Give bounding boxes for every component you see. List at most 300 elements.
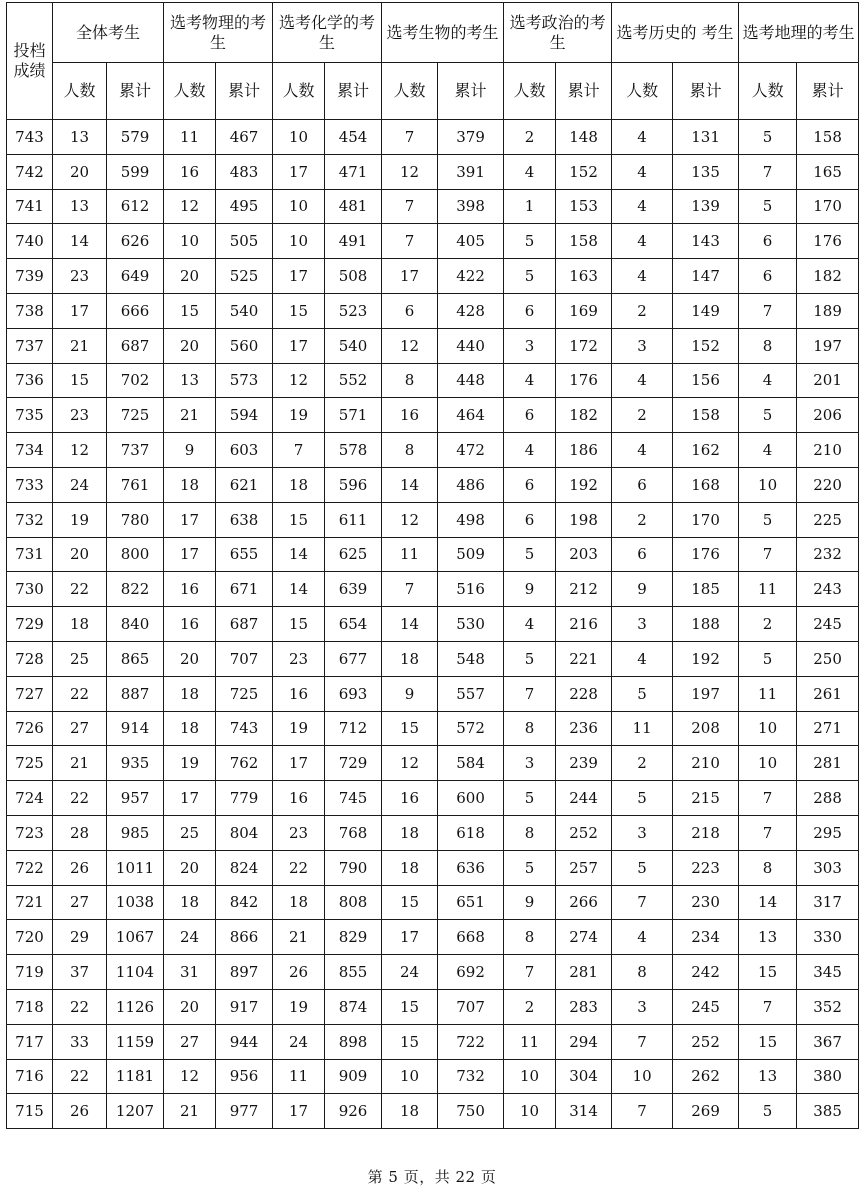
table-row — [7, 746, 859, 781]
cumulative-cell: 729 — [325, 746, 382, 781]
cumulative-cell: 573 — [216, 363, 273, 398]
score-cell: 738 — [7, 293, 53, 328]
count-cell: 7 — [273, 433, 325, 468]
cumulative-cell: 780 — [107, 502, 164, 537]
count-cell: 16 — [273, 781, 325, 816]
table-row — [7, 607, 859, 642]
cumulative-cell: 148 — [556, 120, 612, 155]
score-cell: 718 — [7, 989, 53, 1024]
score-cell: 743 — [7, 120, 53, 155]
count-cell: 17 — [382, 920, 438, 955]
count-cell: 8 — [504, 711, 556, 746]
cumulative-cell: 201 — [797, 363, 859, 398]
header-sub-row — [7, 63, 859, 120]
count-cell: 19 — [273, 989, 325, 1024]
count-cell: 15 — [273, 293, 325, 328]
cumulative-cell: 579 — [107, 120, 164, 155]
count-cell: 13 — [739, 1059, 797, 1094]
cumulative-cell: 481 — [325, 189, 382, 224]
count-cell: 12 — [382, 502, 438, 537]
cumulative-cell: 594 — [216, 398, 273, 433]
cumulative-cell: 464 — [438, 398, 504, 433]
cumulative-cell: 206 — [797, 398, 859, 433]
cumulative-cell: 304 — [556, 1059, 612, 1094]
count-cell: 12 — [382, 746, 438, 781]
cumulative-cell: 666 — [107, 293, 164, 328]
cumulative-cell: 702 — [107, 363, 164, 398]
count-cell: 15 — [739, 955, 797, 990]
table-row — [7, 676, 859, 711]
count-cell: 15 — [382, 885, 438, 920]
cumulative-cell: 210 — [673, 746, 739, 781]
sub-header-count: 人数 — [382, 63, 438, 120]
count-cell: 20 — [164, 641, 216, 676]
score-cell: 724 — [7, 781, 53, 816]
cumulative-cell: 143 — [673, 224, 739, 259]
cumulative-cell: 188 — [673, 607, 739, 642]
score-cell: 719 — [7, 955, 53, 990]
count-cell: 8 — [739, 850, 797, 885]
count-cell: 9 — [612, 572, 673, 607]
score-cell: 715 — [7, 1094, 53, 1129]
count-cell: 2 — [504, 120, 556, 155]
count-cell: 20 — [53, 537, 107, 572]
cumulative-cell: 239 — [556, 746, 612, 781]
cumulative-cell: 725 — [107, 398, 164, 433]
cumulative-cell: 508 — [325, 259, 382, 294]
count-cell: 14 — [273, 537, 325, 572]
cumulative-cell: 283 — [556, 989, 612, 1024]
count-cell: 8 — [504, 920, 556, 955]
count-cell: 5 — [612, 781, 673, 816]
score-cell: 721 — [7, 885, 53, 920]
count-cell: 2 — [612, 398, 673, 433]
cumulative-cell: 244 — [556, 781, 612, 816]
count-cell: 4 — [612, 363, 673, 398]
count-cell: 18 — [382, 1094, 438, 1129]
count-cell: 7 — [612, 1094, 673, 1129]
cumulative-cell: 611 — [325, 502, 382, 537]
count-cell: 5 — [504, 850, 556, 885]
cumulative-cell: 158 — [556, 224, 612, 259]
count-cell: 12 — [53, 433, 107, 468]
cumulative-cell: 221 — [556, 641, 612, 676]
score-cell: 716 — [7, 1059, 53, 1094]
cumulative-cell: 897 — [216, 955, 273, 990]
count-cell: 8 — [382, 363, 438, 398]
count-cell: 10 — [739, 467, 797, 502]
count-cell: 9 — [504, 572, 556, 607]
sub-header-count: 人数 — [504, 63, 556, 120]
cumulative-cell: 750 — [438, 1094, 504, 1129]
count-cell: 16 — [382, 781, 438, 816]
cumulative-cell: 228 — [556, 676, 612, 711]
cumulative-cell: 215 — [673, 781, 739, 816]
cumulative-cell: 1159 — [107, 1024, 164, 1059]
cumulative-cell: 158 — [673, 398, 739, 433]
group-header-all: 全体考生 — [53, 3, 164, 63]
count-cell: 7 — [739, 989, 797, 1024]
count-cell: 19 — [53, 502, 107, 537]
table-row — [7, 398, 859, 433]
score-cell: 730 — [7, 572, 53, 607]
count-cell: 6 — [612, 537, 673, 572]
count-cell: 12 — [164, 1059, 216, 1094]
cumulative-cell: 242 — [673, 955, 739, 990]
count-cell: 7 — [739, 293, 797, 328]
cumulative-cell: 182 — [556, 398, 612, 433]
cumulative-cell: 186 — [556, 433, 612, 468]
count-cell: 17 — [164, 781, 216, 816]
cumulative-cell: 655 — [216, 537, 273, 572]
count-cell: 33 — [53, 1024, 107, 1059]
table-row — [7, 920, 859, 955]
count-cell: 20 — [53, 154, 107, 189]
count-cell: 15 — [164, 293, 216, 328]
score-cell: 739 — [7, 259, 53, 294]
count-cell: 10 — [612, 1059, 673, 1094]
table-row — [7, 989, 859, 1024]
cumulative-cell: 257 — [556, 850, 612, 885]
count-cell: 6 — [739, 259, 797, 294]
cumulative-cell: 516 — [438, 572, 504, 607]
count-cell: 18 — [164, 676, 216, 711]
count-cell: 4 — [612, 641, 673, 676]
score-cell: 735 — [7, 398, 53, 433]
count-cell: 17 — [273, 328, 325, 363]
count-cell: 29 — [53, 920, 107, 955]
sub-header-cumulative: 累计 — [216, 63, 273, 120]
cumulative-cell: 523 — [325, 293, 382, 328]
score-cell: 726 — [7, 711, 53, 746]
count-cell: 11 — [382, 537, 438, 572]
cumulative-cell: 725 — [216, 676, 273, 711]
cumulative-cell: 621 — [216, 467, 273, 502]
cumulative-cell: 454 — [325, 120, 382, 155]
cumulative-cell: 692 — [438, 955, 504, 990]
score-cell: 733 — [7, 467, 53, 502]
count-cell: 4 — [504, 607, 556, 642]
count-cell: 18 — [273, 467, 325, 502]
count-cell: 10 — [273, 224, 325, 259]
table-row — [7, 363, 859, 398]
cumulative-cell: 571 — [325, 398, 382, 433]
count-cell: 17 — [53, 293, 107, 328]
table-row — [7, 293, 859, 328]
cumulative-cell: 654 — [325, 607, 382, 642]
count-cell: 24 — [273, 1024, 325, 1059]
count-cell: 22 — [273, 850, 325, 885]
count-cell: 6 — [382, 293, 438, 328]
cumulative-cell: 165 — [797, 154, 859, 189]
cumulative-cell: 203 — [556, 537, 612, 572]
cumulative-cell: 804 — [216, 815, 273, 850]
cumulative-cell: 687 — [216, 607, 273, 642]
score-table — [6, 2, 859, 1129]
cumulative-cell: 261 — [797, 676, 859, 711]
count-cell: 4 — [612, 120, 673, 155]
cumulative-cell: 639 — [325, 572, 382, 607]
count-cell: 27 — [53, 711, 107, 746]
count-cell: 11 — [273, 1059, 325, 1094]
count-cell: 11 — [504, 1024, 556, 1059]
count-cell: 18 — [273, 885, 325, 920]
cumulative-cell: 152 — [673, 328, 739, 363]
count-cell: 6 — [504, 398, 556, 433]
cumulative-cell: 887 — [107, 676, 164, 711]
count-cell: 21 — [164, 398, 216, 433]
cumulative-cell: 557 — [438, 676, 504, 711]
cumulative-cell: 243 — [797, 572, 859, 607]
cumulative-cell: 572 — [438, 711, 504, 746]
cumulative-cell: 467 — [216, 120, 273, 155]
count-cell: 15 — [382, 711, 438, 746]
table-header — [7, 3, 859, 120]
cumulative-cell: 638 — [216, 502, 273, 537]
count-cell: 2 — [612, 746, 673, 781]
count-cell: 4 — [612, 224, 673, 259]
cumulative-cell: 800 — [107, 537, 164, 572]
count-cell: 17 — [273, 1094, 325, 1129]
count-cell: 6 — [739, 224, 797, 259]
cumulative-cell: 743 — [216, 711, 273, 746]
score-cell: 737 — [7, 328, 53, 363]
count-cell: 4 — [612, 433, 673, 468]
count-cell: 4 — [504, 433, 556, 468]
table-row — [7, 850, 859, 885]
cumulative-cell: 712 — [325, 711, 382, 746]
count-cell: 1 — [504, 189, 556, 224]
count-cell: 5 — [739, 1094, 797, 1129]
cumulative-cell: 578 — [325, 433, 382, 468]
cumulative-cell: 230 — [673, 885, 739, 920]
count-cell: 17 — [164, 537, 216, 572]
cumulative-cell: 855 — [325, 955, 382, 990]
count-cell: 17 — [164, 502, 216, 537]
cumulative-cell: 266 — [556, 885, 612, 920]
count-cell: 19 — [164, 746, 216, 781]
count-cell: 26 — [53, 1094, 107, 1129]
cumulative-cell: 288 — [797, 781, 859, 816]
cumulative-cell: 625 — [325, 537, 382, 572]
cumulative-cell: 603 — [216, 433, 273, 468]
cumulative-cell: 245 — [673, 989, 739, 1024]
cumulative-cell: 977 — [216, 1094, 273, 1129]
count-cell: 4 — [504, 363, 556, 398]
count-cell: 18 — [164, 467, 216, 502]
cumulative-cell: 294 — [556, 1024, 612, 1059]
cumulative-cell: 139 — [673, 189, 739, 224]
cumulative-cell: 840 — [107, 607, 164, 642]
count-cell: 8 — [612, 955, 673, 990]
count-cell: 8 — [382, 433, 438, 468]
cumulative-cell: 1126 — [107, 989, 164, 1024]
cumulative-cell: 636 — [438, 850, 504, 885]
cumulative-cell: 225 — [797, 502, 859, 537]
count-cell: 16 — [382, 398, 438, 433]
cumulative-cell: 234 — [673, 920, 739, 955]
count-cell: 22 — [53, 1059, 107, 1094]
cumulative-cell: 448 — [438, 363, 504, 398]
cumulative-cell: 197 — [673, 676, 739, 711]
count-cell: 7 — [382, 120, 438, 155]
count-cell: 3 — [612, 607, 673, 642]
count-cell: 8 — [504, 815, 556, 850]
cumulative-cell: 865 — [107, 641, 164, 676]
cumulative-cell: 509 — [438, 537, 504, 572]
count-cell: 10 — [273, 189, 325, 224]
cumulative-cell: 1181 — [107, 1059, 164, 1094]
count-cell: 17 — [273, 259, 325, 294]
cumulative-cell: 824 — [216, 850, 273, 885]
cumulative-cell: 216 — [556, 607, 612, 642]
cumulative-cell: 405 — [438, 224, 504, 259]
count-cell: 37 — [53, 955, 107, 990]
sub-header-count: 人数 — [164, 63, 216, 120]
cumulative-cell: 422 — [438, 259, 504, 294]
count-cell: 24 — [53, 467, 107, 502]
count-cell: 25 — [53, 641, 107, 676]
cumulative-cell: 250 — [797, 641, 859, 676]
count-cell: 19 — [273, 398, 325, 433]
cumulative-cell: 762 — [216, 746, 273, 781]
sub-header-cumulative: 累计 — [107, 63, 164, 120]
cumulative-cell: 471 — [325, 154, 382, 189]
sub-header-count: 人数 — [739, 63, 797, 120]
cumulative-cell: 162 — [673, 433, 739, 468]
cumulative-cell: 552 — [325, 363, 382, 398]
cumulative-cell: 483 — [216, 154, 273, 189]
group-header-history: 选考历史的 考生 — [612, 3, 739, 63]
table-row — [7, 1094, 859, 1129]
count-cell: 15 — [273, 607, 325, 642]
count-cell: 18 — [382, 850, 438, 885]
count-cell: 10 — [164, 224, 216, 259]
cumulative-cell: 208 — [673, 711, 739, 746]
cumulative-cell: 182 — [797, 259, 859, 294]
count-cell: 5 — [739, 502, 797, 537]
count-cell: 5 — [612, 850, 673, 885]
sub-header-count: 人数 — [273, 63, 325, 120]
cumulative-cell: 599 — [107, 154, 164, 189]
cumulative-cell: 197 — [797, 328, 859, 363]
count-cell: 2 — [612, 293, 673, 328]
cumulative-cell: 505 — [216, 224, 273, 259]
count-cell: 3 — [612, 989, 673, 1024]
count-cell: 15 — [273, 502, 325, 537]
cumulative-cell: 168 — [673, 467, 739, 502]
count-cell: 23 — [53, 259, 107, 294]
count-cell: 13 — [53, 120, 107, 155]
cumulative-cell: 245 — [797, 607, 859, 642]
table-row — [7, 224, 859, 259]
group-header-biology: 选考生物的考生 — [382, 3, 504, 63]
count-cell: 10 — [504, 1094, 556, 1129]
count-cell: 5 — [739, 641, 797, 676]
cumulative-cell: 218 — [673, 815, 739, 850]
cumulative-cell: 808 — [325, 885, 382, 920]
cumulative-cell: 914 — [107, 711, 164, 746]
cumulative-cell: 722 — [438, 1024, 504, 1059]
count-cell: 4 — [739, 433, 797, 468]
cumulative-cell: 176 — [797, 224, 859, 259]
count-cell: 16 — [164, 154, 216, 189]
count-cell: 20 — [164, 850, 216, 885]
cumulative-cell: 252 — [556, 815, 612, 850]
count-cell: 11 — [164, 120, 216, 155]
score-cell: 732 — [7, 502, 53, 537]
count-cell: 23 — [273, 641, 325, 676]
cumulative-cell: 822 — [107, 572, 164, 607]
score-cell: 723 — [7, 815, 53, 850]
score-cell: 742 — [7, 154, 53, 189]
count-cell: 7 — [612, 885, 673, 920]
cumulative-cell: 210 — [797, 433, 859, 468]
cumulative-cell: 985 — [107, 815, 164, 850]
cumulative-cell: 498 — [438, 502, 504, 537]
count-cell: 17 — [382, 259, 438, 294]
cumulative-cell: 220 — [797, 467, 859, 502]
count-cell: 7 — [739, 154, 797, 189]
table-row — [7, 120, 859, 155]
count-cell: 27 — [164, 1024, 216, 1059]
score-cell: 720 — [7, 920, 53, 955]
score-cell: 729 — [7, 607, 53, 642]
score-cell: 731 — [7, 537, 53, 572]
group-header-politics: 选考政治的考生 — [504, 3, 612, 63]
sub-header-cumulative: 累计 — [438, 63, 504, 120]
count-cell: 15 — [53, 363, 107, 398]
count-cell: 6 — [612, 467, 673, 502]
cumulative-cell: 192 — [673, 641, 739, 676]
count-cell: 7 — [504, 676, 556, 711]
count-cell: 20 — [164, 259, 216, 294]
cumulative-cell: 530 — [438, 607, 504, 642]
count-cell: 10 — [273, 120, 325, 155]
count-cell: 18 — [382, 815, 438, 850]
score-column-header: 投档成绩 — [7, 3, 53, 120]
cumulative-cell: 398 — [438, 189, 504, 224]
count-cell: 4 — [612, 920, 673, 955]
cumulative-cell: 540 — [216, 293, 273, 328]
count-cell: 20 — [164, 989, 216, 1024]
count-cell: 10 — [504, 1059, 556, 1094]
cumulative-cell: 917 — [216, 989, 273, 1024]
cumulative-cell: 612 — [107, 189, 164, 224]
cumulative-cell: 281 — [797, 746, 859, 781]
count-cell: 15 — [739, 1024, 797, 1059]
cumulative-cell: 926 — [325, 1094, 382, 1129]
count-cell: 22 — [53, 572, 107, 607]
count-cell: 7 — [739, 537, 797, 572]
count-cell: 7 — [382, 572, 438, 607]
count-cell: 6 — [504, 502, 556, 537]
count-cell: 4 — [612, 154, 673, 189]
cumulative-cell: 745 — [325, 781, 382, 816]
count-cell: 4 — [739, 363, 797, 398]
cumulative-cell: 898 — [325, 1024, 382, 1059]
count-cell: 17 — [273, 746, 325, 781]
count-cell: 26 — [53, 850, 107, 885]
table-row — [7, 537, 859, 572]
cumulative-cell: 472 — [438, 433, 504, 468]
cumulative-cell: 170 — [797, 189, 859, 224]
count-cell: 21 — [164, 1094, 216, 1129]
cumulative-cell: 874 — [325, 989, 382, 1024]
cumulative-cell: 1038 — [107, 885, 164, 920]
cumulative-cell: 271 — [797, 711, 859, 746]
count-cell: 9 — [504, 885, 556, 920]
